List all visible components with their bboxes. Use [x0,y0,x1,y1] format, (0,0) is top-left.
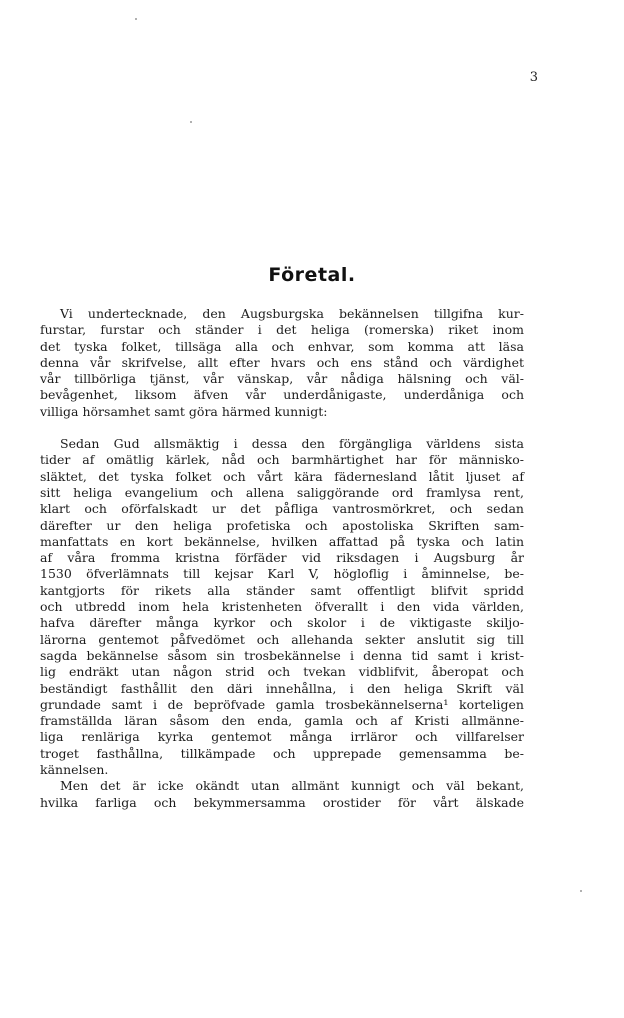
text-line: af våra fromma kristna förfäder vid riksdagen i Augsburg år [40,550,524,566]
text-line: manfattats en kort bekännelse, hvilken affattad på tyska och latin [40,533,524,549]
text-line: furstar, furstar och ständer i det heliga (romerska) riket inom [40,322,524,338]
text-line: hvilka farliga och bekymmersamma orostider för vårt älskade [40,794,524,810]
text-line: denna vår skrifvelse, allt efter hvars och ens stånd och värdighet [40,354,524,370]
text-line: hafva därefter många kyrkor och skolor i de viktigaste skiljo- [40,615,524,631]
text-line: kantgjorts för rikets alla ständer samt offentligt blifvit spridd [40,582,524,598]
paragraph-1 [40,306,524,420]
text-line: släktet, det tyska folket och vårt kära fädernesland låtit ljuset af [40,468,524,484]
text-line: villiga hörsamhet samt göra härmed kunnigt: [40,403,328,419]
text-line: lärorna gentemot påfvedömet och allehanda sekter anslutit sig till [40,631,524,647]
body-text [40,306,524,811]
text-line: sagda bekännelse såsom sin trosbekännelse i denna tid samt i krist- [40,647,524,663]
text-line: lig endräkt utan någon strid och tvekan vidblifvit, åberopat och [40,664,524,680]
text-line: Men det är icke okändt utan allmänt kunnigt och väl bekant, [60,778,524,794]
section-title: Företal. [268,264,356,286]
paragraph-2 [40,436,524,778]
text-line: Sedan Gud allsmäktig i dessa den förgängliga världens sista [60,436,524,452]
page-number: 3 [529,70,538,85]
text-line: bevågenhet, liksom äfven vår underdånigaste, underdåniga och [40,387,524,403]
text-line: det tyska folket, tillsäga alla och enhvar, som komma att läsa [40,338,524,354]
text-line: liga renläriga kyrka gentemot många irrläror och villfarelser [40,729,524,745]
text-line: tider af omätlig kärlek, nåd och barmhärtighet har för människo- [40,452,524,468]
scan-speck [190,121,192,123]
text-line: Vi undertecknade, den Augsburgska bekännelsen tillgifna kur- [60,306,524,321]
text-line: därefter ur den heliga profetiska och apostoliska Skriften sam- [40,517,524,533]
text-line: grundade samt i de bepröfvade gamla trosbekännelserna¹ korteligen [40,696,524,712]
paragraph-gap [40,420,524,436]
text-line: beständigt fasthållit den däri innehållna, i den heliga Skrift väl [40,680,524,696]
scan-speck [135,18,137,20]
text-line: och utbredd inom hela kristenheten öfverallt i den vida världen, [40,599,524,615]
text-line: vår tillbörliga tjänst, vår vänskap, vår nådiga hälsning och väl- [40,371,524,387]
text-line: troget fasthållna, tillkämpade och upprepade gemensamma be- [40,745,524,761]
paragraph-3 [40,778,524,811]
text-line: klart och oförfalskadt ur det påfliga vantrosmörkret, och sedan [40,501,524,517]
text-line: 1530 öfverlämnats till kejsar Karl V, högloflig i åminnelse, be- [40,566,524,582]
scan-speck [580,890,582,892]
text-line: kännelsen. [40,762,109,778]
text-line: sitt heliga evangelium och allena saliggörande ord framlysa rent, [40,484,524,500]
text-line: framställda läran såsom den enda, gamla och af Kristi allmänne- [40,713,524,729]
